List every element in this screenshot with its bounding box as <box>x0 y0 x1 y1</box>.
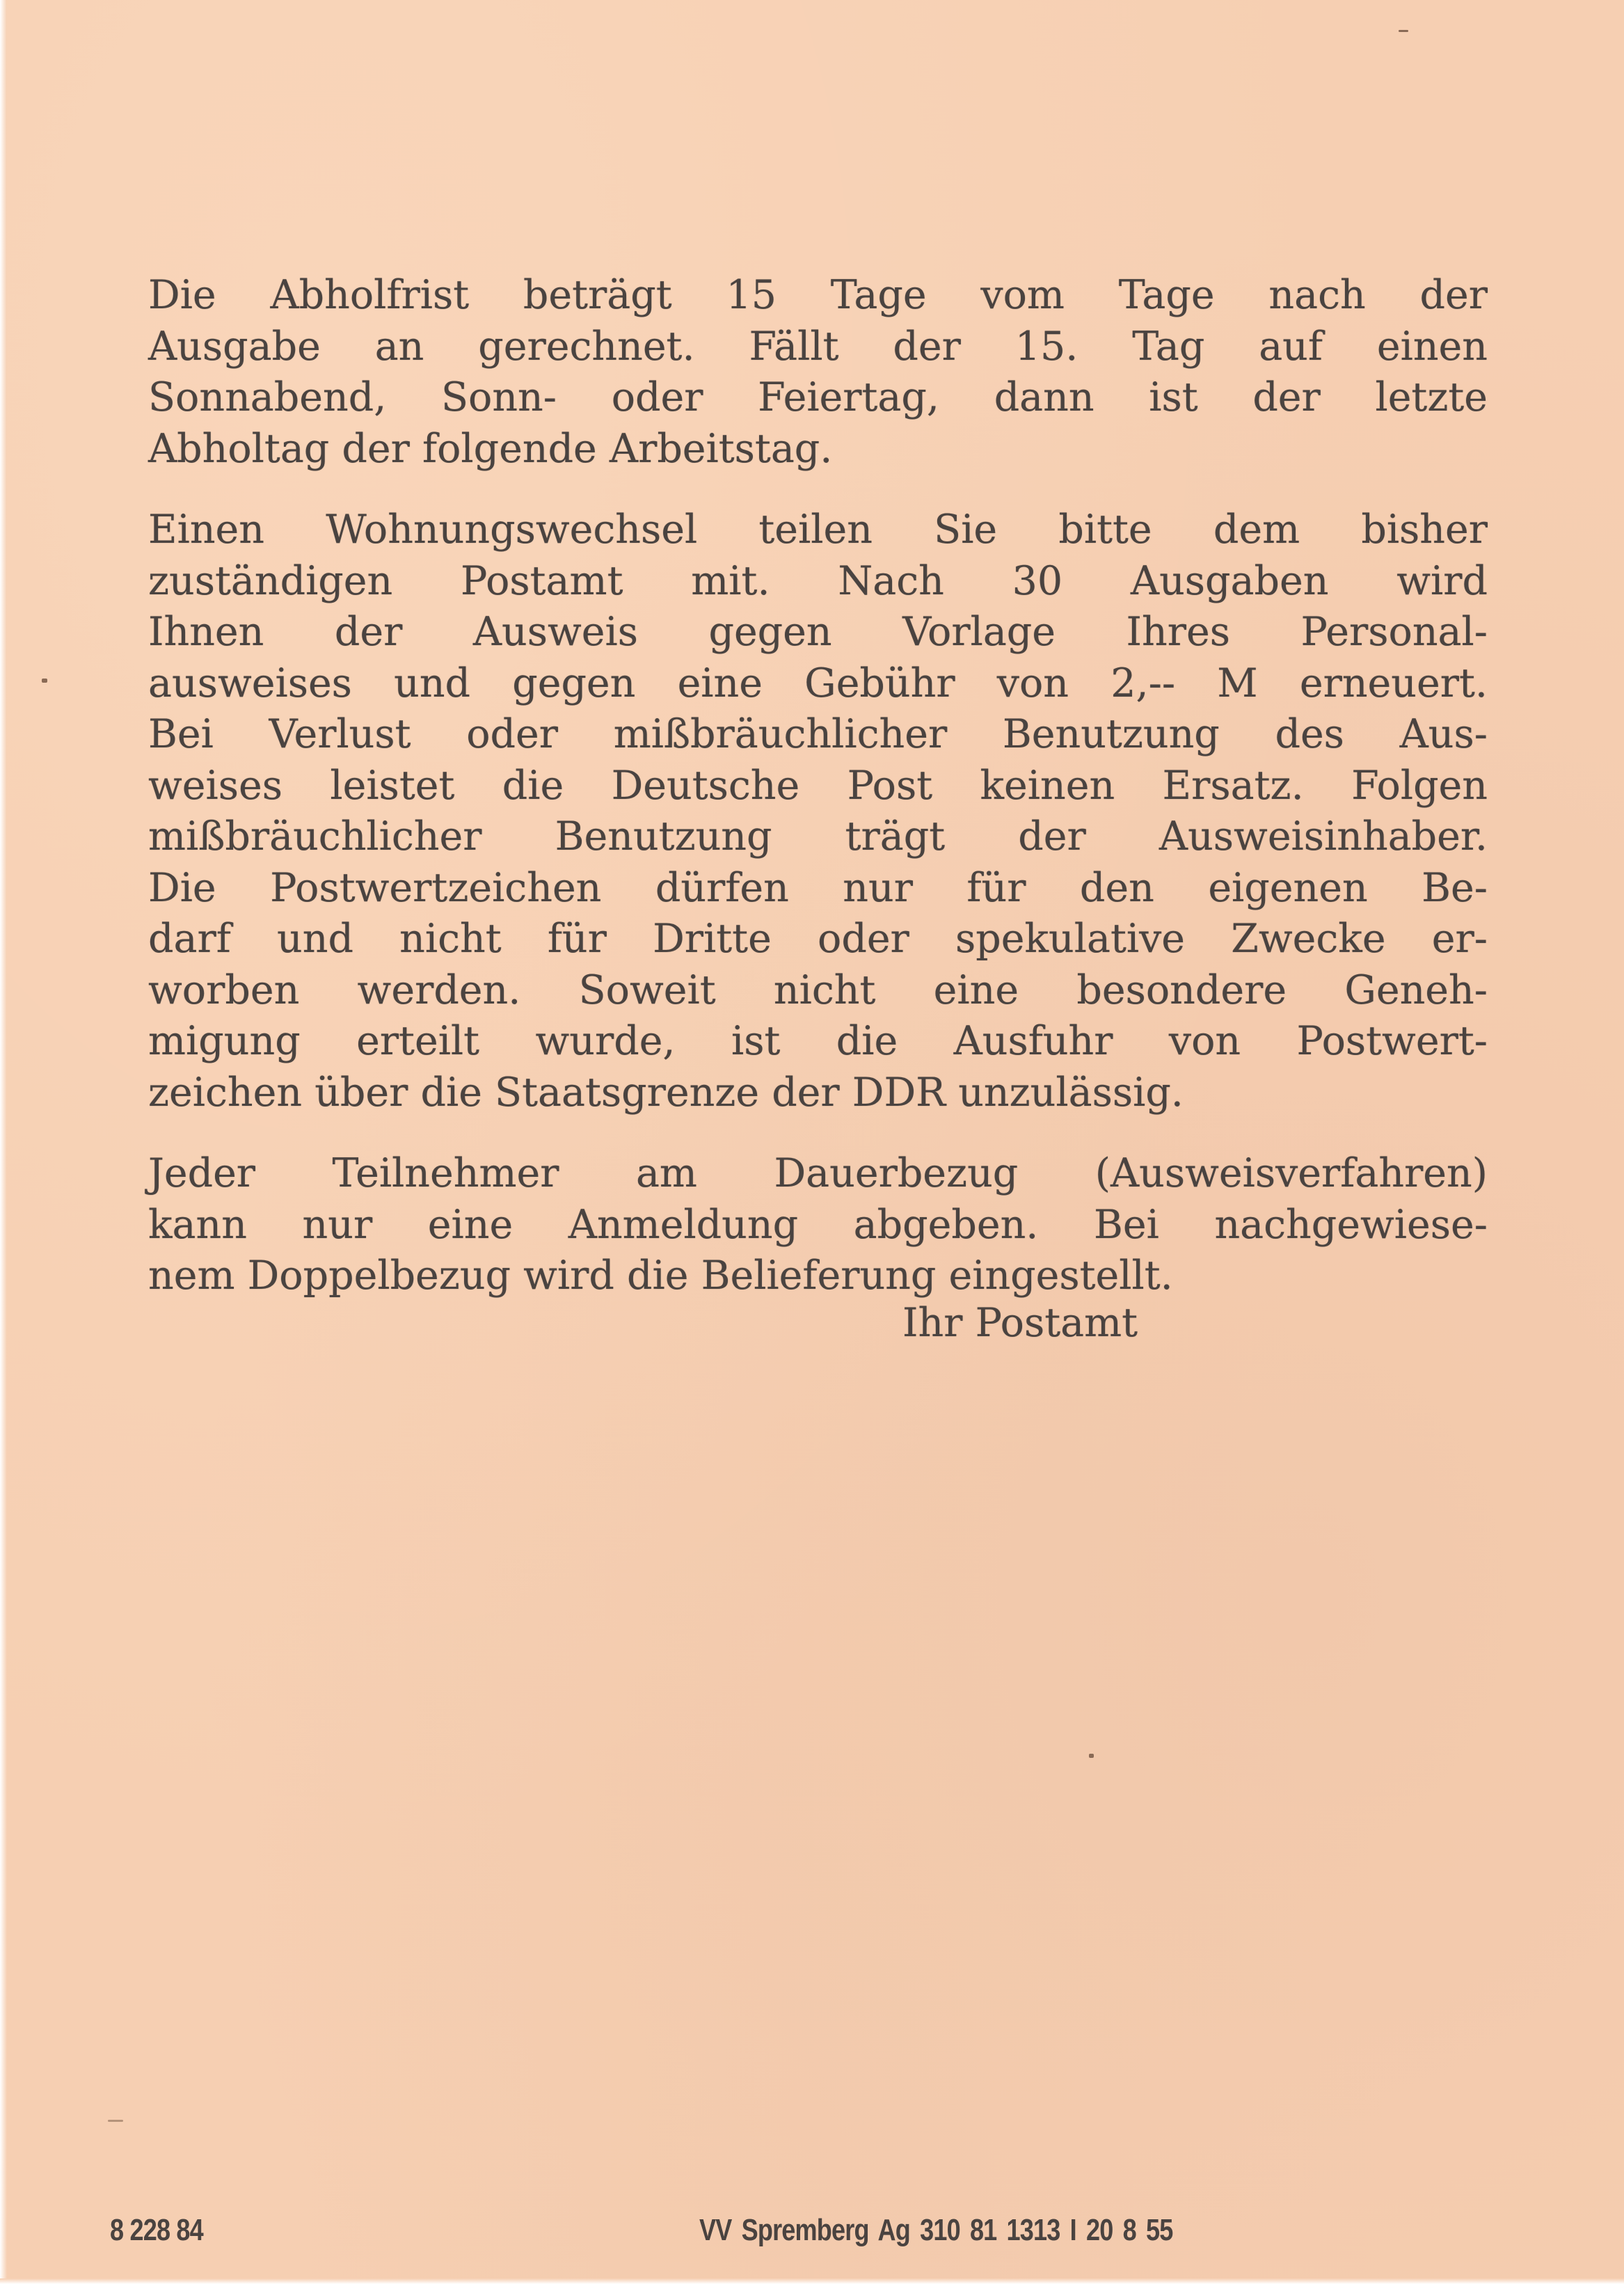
paper-speck <box>108 2120 123 2122</box>
paragraph-pickup-deadline <box>148 270 1488 475</box>
text-line: nem Doppelbezug wird die Belieferung eingestellt. <box>148 1253 1173 1299</box>
text-line: ausweises und gegen eine Gebühr von 2,-- M erneuert. <box>148 660 1488 706</box>
paper-speck <box>42 679 47 683</box>
text-line: Abholtag der folgende Arbeitstag. <box>148 425 833 472</box>
text-line: migung erteilt wurde, ist die Ausfuhr von Postwert- <box>148 1018 1488 1064</box>
text-line: Die Postwertzeichen dürfen nur für den eigenen Be- <box>148 864 1488 911</box>
text-line: Die Abholfrist beträgt 15 Tage vom Tage nach der <box>148 272 1488 318</box>
text-line: zuständigen Postamt mit. Nach 30 Ausgaben wird <box>148 557 1488 604</box>
paragraph-address-change <box>148 505 1488 1118</box>
text-line: weises leistet die Deutsche Post keinen Ersatz. Folgen <box>148 762 1488 809</box>
text-line: mißbräuchlicher Benutzung trägt der Ausweisinhaber. <box>148 814 1488 859</box>
text-line: Ihnen der Ausweis gegen Vorlage Ihres Personal- <box>148 609 1488 655</box>
paper-edge-bottom <box>0 2278 1624 2284</box>
text-line: kann nur eine Anmeldung abgeben. Bei nachgewiese- <box>148 1201 1488 1248</box>
paper-edge-left <box>0 0 7 2284</box>
text-line: zeichen über die Staatsgrenze der DDR unzulässig. <box>148 1069 1184 1116</box>
printer-info: VV Spremberg Ag 310 81 1313 I 20 8 55 <box>699 2213 1173 2247</box>
text-line: Bei Verlust oder mißbräuchlicher Benutzung des Aus- <box>148 711 1488 757</box>
paper-speck <box>1089 1754 1094 1758</box>
text-line: darf und nicht für Dritte oder spekulative Zwecke er- <box>148 916 1488 962</box>
paper-speck <box>1399 30 1408 32</box>
text-line: Sonnabend, Sonn- oder Feiertag, dann ist der letzte <box>148 374 1488 420</box>
signature: Ihr Postamt <box>902 1300 1138 1346</box>
notice-text <box>148 270 1488 1332</box>
text-line: Jeder Teilnehmer am Dauerbezug (Ausweisverfahren) <box>148 1150 1488 1196</box>
text-line: Einen Wohnungswechsel teilen Sie bitte dem bisher <box>148 507 1488 553</box>
text-line: Ausgabe an gerechnet. Fällt der 15. Tag auf einen <box>148 323 1488 370</box>
form-number: 8 228 84 <box>110 2213 203 2247</box>
paragraph-single-registration <box>148 1148 1488 1302</box>
text-line: worben werden. Soweit nicht eine besondere Geneh- <box>148 967 1488 1013</box>
